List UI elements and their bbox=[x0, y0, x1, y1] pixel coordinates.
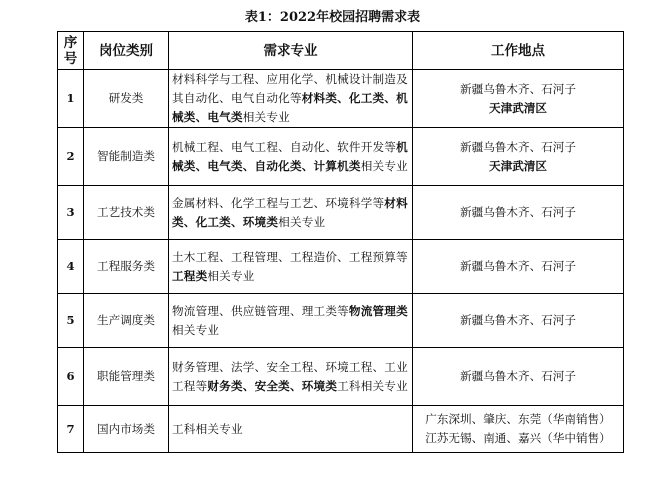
row-number: 1 bbox=[58, 70, 84, 128]
major-text-bold: 材料类、化工类、环境类 bbox=[172, 195, 408, 229]
header-location: 工作地点 bbox=[413, 32, 624, 70]
major-text: 金属材料、化学工程与工艺、环境科学等 bbox=[172, 195, 385, 210]
major-text: 相关专业 bbox=[172, 322, 220, 337]
header-no bbox=[58, 32, 84, 70]
position-category: 生产调度类 bbox=[84, 294, 169, 348]
work-location bbox=[413, 70, 624, 128]
location-line: 天津武清区 bbox=[489, 100, 547, 115]
major-text: 材料科学与工程、应用化学、机械设计制造及其自动化、电气自动化等 bbox=[172, 72, 408, 105]
position-category: 研发类 bbox=[84, 70, 169, 128]
row-number: 2 bbox=[58, 128, 84, 186]
major-text-bold: 财务类、安全类、环境类 bbox=[207, 378, 338, 393]
major-text-bold: 工程类 bbox=[172, 268, 208, 283]
table-row bbox=[58, 406, 624, 453]
required-majors bbox=[169, 294, 413, 348]
table-title: 表1：2022年校园招聘需求表 bbox=[244, 10, 421, 25]
position-category: 职能管理类 bbox=[84, 348, 169, 406]
header-no-line-1: 序 bbox=[63, 34, 78, 51]
major-text-bold: 材料类、化工类、机械类、电气类 bbox=[172, 91, 408, 124]
major-text: 土木工程、工程管理、工程造价、工程预算等 bbox=[172, 249, 408, 264]
location-line: 新疆乌鲁木齐、石河子 bbox=[460, 313, 576, 327]
header-row bbox=[58, 32, 624, 70]
location-line: 广东深圳、肇庆、东莞（华南销售） bbox=[425, 412, 611, 426]
table-row bbox=[58, 240, 624, 294]
table-row bbox=[58, 294, 624, 348]
major-text-bold: 机械类、电气类、自动化类、计算机类 bbox=[172, 139, 408, 173]
position-category: 工程服务类 bbox=[84, 240, 169, 294]
position-category: 国内市场类 bbox=[84, 406, 169, 453]
location-line: 新疆乌鲁木齐、石河子 bbox=[460, 205, 576, 219]
work-location bbox=[413, 294, 624, 348]
required-majors bbox=[169, 186, 413, 240]
table-row bbox=[58, 70, 624, 128]
major-text: 机械工程、电气工程、自动化、软件开发等 bbox=[172, 139, 397, 154]
row-number: 6 bbox=[58, 348, 84, 406]
table-row bbox=[58, 348, 624, 406]
location-line: 江苏无锡、南通、嘉兴（华中销售） bbox=[425, 431, 611, 445]
major-text: 物流管理、供应链管理、理工类等 bbox=[172, 303, 349, 318]
location-line: 天津武清区 bbox=[489, 158, 547, 173]
header-category: 岗位类别 bbox=[84, 32, 169, 70]
header-major: 需求专业 bbox=[169, 32, 413, 70]
row-number: 7 bbox=[58, 406, 84, 453]
major-text: 相关专业 bbox=[278, 214, 326, 229]
major-text: 工科相关专业 bbox=[337, 378, 408, 393]
work-location bbox=[413, 186, 624, 240]
work-location bbox=[413, 240, 624, 294]
row-number: 3 bbox=[58, 186, 84, 240]
required-majors bbox=[169, 70, 413, 128]
required-majors bbox=[169, 348, 413, 406]
table-row bbox=[58, 186, 624, 240]
row-number: 4 bbox=[58, 240, 84, 294]
location-line: 新疆乌鲁木齐、石河子 bbox=[460, 139, 576, 154]
major-text: 相关专业 bbox=[242, 110, 290, 124]
header-no-line-2: 号 bbox=[63, 50, 78, 67]
major-text: 相关专业 bbox=[360, 158, 408, 173]
required-majors bbox=[169, 240, 413, 294]
position-category: 智能制造类 bbox=[84, 128, 169, 186]
work-location bbox=[413, 348, 624, 406]
position-category: 工艺技术类 bbox=[84, 186, 169, 240]
major-text: 财务管理、法学、安全工程、环境工程、工业工程等 bbox=[172, 359, 408, 393]
table-body bbox=[58, 70, 624, 453]
location-line: 新疆乌鲁木齐、石河子 bbox=[460, 259, 576, 273]
work-location bbox=[413, 406, 624, 453]
required-majors bbox=[169, 406, 413, 453]
location-line: 新疆乌鲁木齐、石河子 bbox=[460, 81, 576, 96]
major-text: 相关专业 bbox=[207, 268, 255, 283]
major-text: 工科相关专业 bbox=[172, 421, 243, 436]
row-number: 5 bbox=[58, 294, 84, 348]
work-location bbox=[413, 128, 624, 186]
major-text-bold: 物流管理类 bbox=[348, 303, 408, 318]
table-row bbox=[58, 128, 624, 186]
required-majors bbox=[169, 128, 413, 186]
location-line: 新疆乌鲁木齐、石河子 bbox=[460, 369, 576, 383]
recruitment-table bbox=[57, 31, 624, 453]
